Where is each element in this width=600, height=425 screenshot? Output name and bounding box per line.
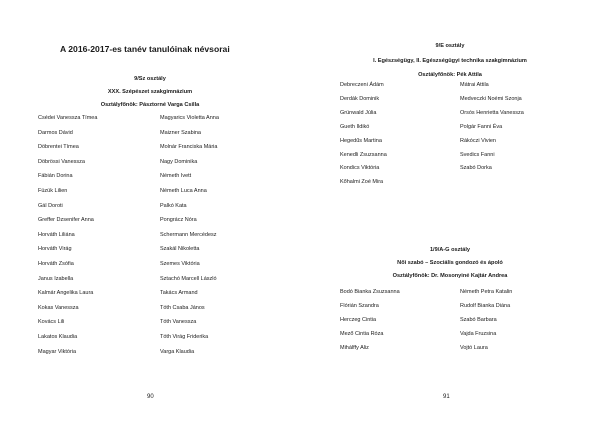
student-name: Horváth Virág (38, 246, 72, 253)
student-name: Rudolf Bianka Diána (460, 302, 511, 309)
student-name: Mező Cintia Róza (340, 330, 384, 337)
student-name: Kondics Viktória (340, 165, 380, 172)
student-name: Schermann Mercédesz (160, 231, 217, 238)
student-name: Fábián Dorina (38, 173, 73, 180)
student-name: Magyarics Violetta Anna (160, 115, 219, 121)
student-name: Szabó Dorka (460, 165, 492, 172)
school-line: I. Egészségügy, II. Egészségügyi technika szakgimnázium (373, 58, 527, 64)
student-name: Horváth Zsófia (38, 261, 74, 267)
student-name: Polgár Fanni Éva (460, 123, 503, 130)
student-name: Palkó Kata (160, 202, 187, 209)
class-name: 9/E osztály (435, 43, 465, 49)
student-name: Kőhalmi Zoé Mira (340, 179, 384, 186)
student-name: Döbrentei Tímea (38, 144, 79, 151)
student-name: Takács Armand (160, 290, 198, 297)
student-name: Tóth Vanessza (160, 319, 197, 326)
student-name: Tóth Csaba János (160, 304, 205, 311)
student-name: Kokas Vanessza (38, 304, 79, 311)
student-name: Medveczki Noémi Szonja (460, 95, 522, 102)
student-name: Svedics Fanni (460, 151, 495, 158)
page-number: 90 (147, 394, 154, 400)
class2-name: 1/9/A-G osztály (429, 247, 471, 253)
student-name: Vajda Fruzsina (460, 330, 497, 337)
student-name: Tóth Virág Friderika (160, 334, 209, 340)
student-name: Varga Klaudia (160, 348, 195, 355)
student-name: Kenedli Zsuzsanna (340, 151, 387, 158)
student-name: Mihálffy Aliz (340, 344, 369, 351)
student-name: Nagy Dominika (160, 158, 198, 165)
student-name: Csédei Vanessza Tímea (38, 115, 98, 121)
student-name: Döbrössi Vanessza (38, 158, 85, 165)
student-name: Szakál Nikoletta (160, 246, 200, 253)
class2-school-line: Női szabó – Szociális gondozó és ápoló (397, 260, 503, 266)
student-name: Greffer Dzsenifer Anna (38, 217, 94, 224)
student-name: Hegedűs Martina (340, 137, 382, 144)
school-line: XXX. Szépészet szakgimnázium (107, 89, 193, 95)
student-name: Janus Izabella (38, 275, 74, 282)
student-name: Kovács Lili (38, 319, 65, 326)
student-name: Derdák Dominik (340, 95, 380, 102)
student-name: Lakatos Klaudia (38, 334, 78, 340)
student-name: Szabó Barbara (460, 316, 497, 323)
student-name: Grünwald Júlia (340, 109, 377, 116)
student-name: Gueth Ildikó (340, 123, 370, 130)
student-name: Németh Petra Katalin (460, 289, 513, 295)
student-name: Bodó Bianka Zsuzsanna (340, 289, 400, 295)
student-name: Vojtó Laura (460, 344, 488, 351)
class-name: 9/Sz osztály (134, 76, 166, 82)
student-name: Maizner Szabina (160, 129, 201, 136)
student-name: Debreczeni Ádám (340, 82, 384, 88)
student-name: Rákóczi Vivien (460, 137, 496, 144)
page-title: A 2016-2017-es tanév tanulóinak névsorai (60, 44, 230, 54)
student-name: Flórián Szandra (340, 302, 379, 309)
student-name: Németh Luca Anna (160, 188, 207, 194)
student-name: Sztachó Marcell László (160, 275, 217, 282)
student-name: Darmos Dávid (38, 129, 73, 136)
class2-teacher-line: Osztályfőnök: Dr. Mosonyiné Kajtár Andrea (392, 273, 508, 279)
student-name: Molnár Franciska Mária (160, 144, 218, 151)
student-name: Orsós Henrietta Vanessza (460, 109, 524, 116)
student-name: Magyar Viktória (38, 348, 77, 355)
student-name: Németh Ivett (160, 173, 192, 180)
page-number: 91 (443, 394, 450, 400)
student-name: Herczeg Cintia (340, 316, 377, 323)
student-name: Horváth Liliána (38, 231, 75, 238)
student-name: Kalmár Angelika Laura (38, 290, 94, 297)
student-name: Szemes Viktória (160, 261, 200, 267)
student-name: Füzük Lilien (38, 188, 68, 194)
student-name: Pongrácz Nóra (160, 217, 197, 224)
right-page (300, 0, 600, 425)
student-name: Gál Doroti (38, 202, 63, 209)
student-name: Mátrai Attila (460, 82, 489, 88)
class-teacher-line: Osztályfőnök: Pék Attila (418, 72, 482, 78)
class-teacher-line: Osztályfőnök: Pásztorné Varga Csilla (100, 102, 200, 108)
